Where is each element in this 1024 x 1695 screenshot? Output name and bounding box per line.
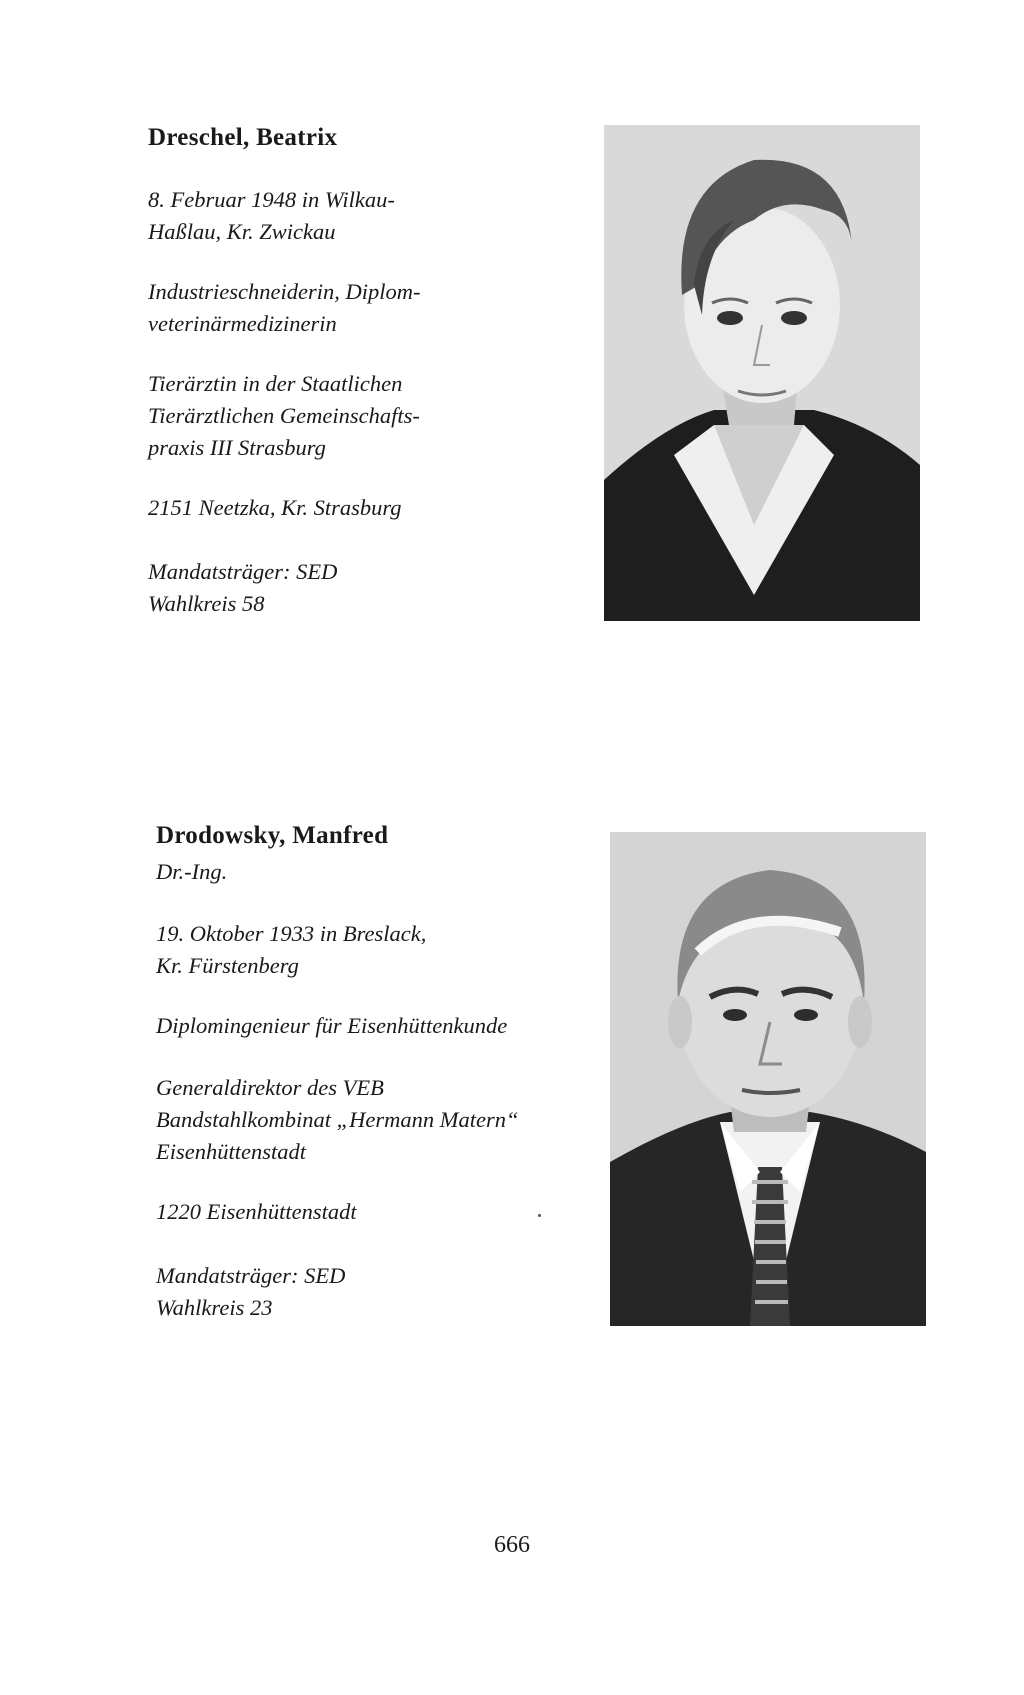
entry-birth-dreschel: 8. Februar 1948 in Wilkau- Haßlau, Kr. Zwickau [148,187,395,244]
entry-education-drodowsky: Diplomingenieur für Eisenhüttenkunde [156,1013,508,1038]
print-speck [538,1214,541,1217]
entry-position-dreschel: Tierärztin in der Staatlichen Tierärztlichen Gemeinschafts- praxis III Strasburg [148,371,420,460]
entry-name-dreschel: Dreschel, Beatrix [148,124,338,151]
portrait-photo-drodowsky [610,832,926,1326]
entry-title-drodowsky: Dr.-Ing. [156,859,228,884]
entry-address-dreschel: 2151 Neetzka, Kr. Strasburg [148,495,402,520]
entry-address-drodowsky: 1220 Eisenhüttenstadt [156,1199,357,1224]
portrait-photo-dreschel [604,125,920,621]
entry-name-drodowsky: Drodowsky, Manfred [156,822,389,849]
entry-education-dreschel: Industrieschneiderin, Diplom- veterinärmedizinerin [148,279,421,336]
entry-birth-drodowsky: 19. Oktober 1933 in Breslack, Kr. Fürstenberg [156,921,427,978]
entry-position-drodowsky: Generaldirektor des VEB Bandstahlkombinat „Hermann Matern“ Eisenhüttenstadt [156,1075,519,1164]
page-number: 666 [494,1532,530,1558]
entry-mandate-drodowsky: Mandatsträger: SED Wahlkreis 23 [156,1263,346,1320]
entry-mandate-dreschel: Mandatsträger: SED Wahlkreis 58 [148,559,338,616]
